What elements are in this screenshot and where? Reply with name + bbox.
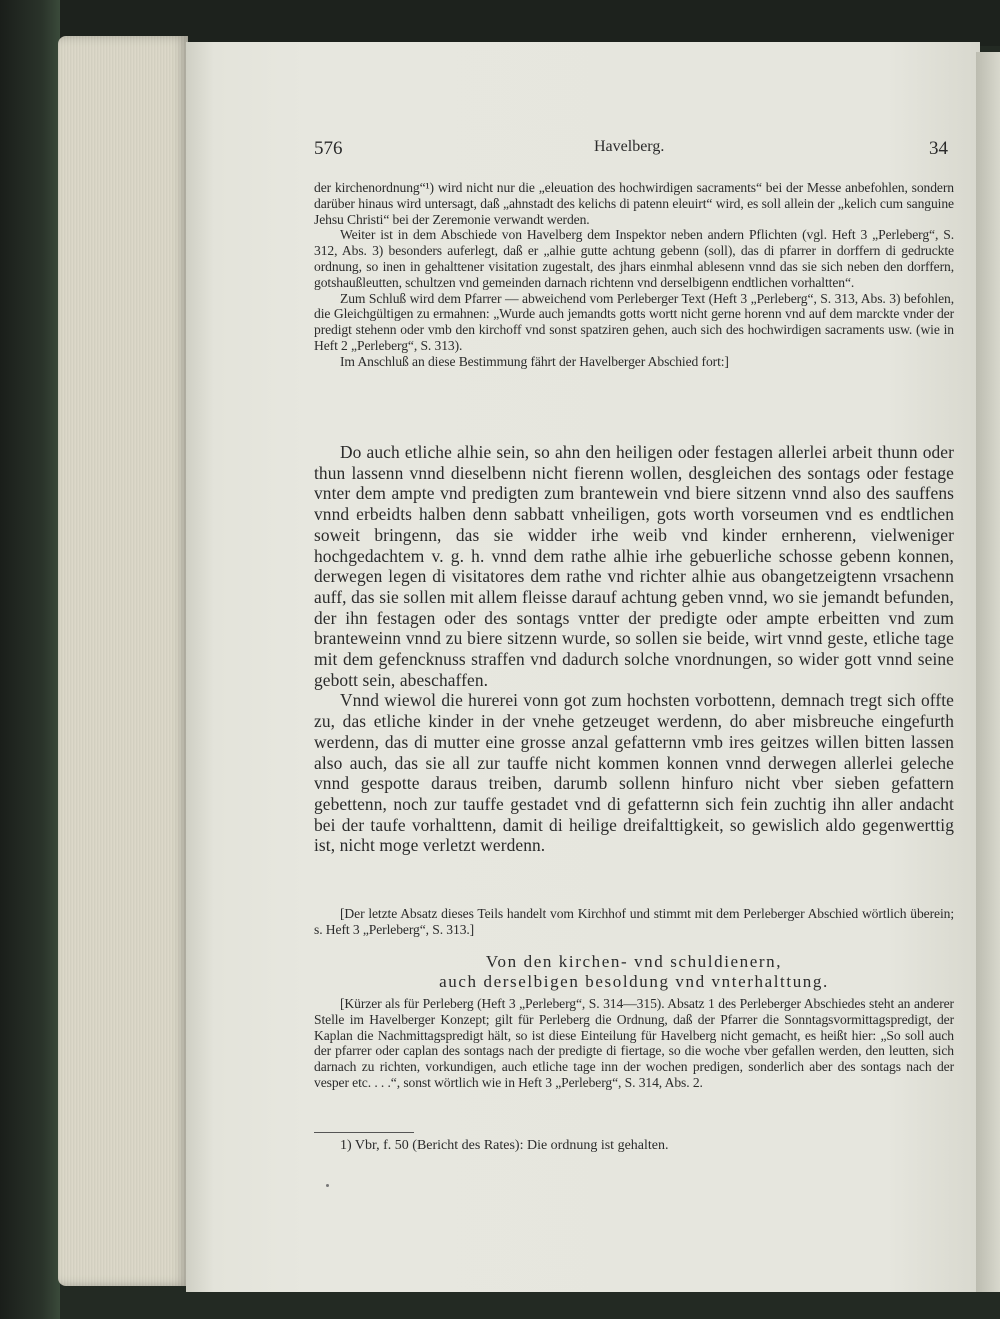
section-heading-line-1: Von den kirchen- vnd schuldienern, [485, 952, 783, 971]
section-heading-line-2: auch derselbigen besoldung vnd vnterhalttung. [439, 972, 829, 991]
intro-commentary [314, 180, 954, 370]
main-paragraph-1: Do auch etliche alhie sein, so ahn den heiligen oder festagen allerlei arbeit thunn oder thun lassenn vnnd dieselbenn nicht fierenn wollen, desgleichen des sontags oder festage vnter dem ampte vnd predigten zum brantewein vnd biere sitzenn vnnd also des sauffens vnnd erbeidts halben denn sabbatt vnheiligen, gots worth vorseumen vnd es endtlichen soweit bringenn, das sie widder irhe weib vnd kinder ernherenn, vielweniger hochgedachtem v. g. h. vnnd dem rathe alhie irhe gebuerliche schosse gebenn konnen, derwegen legen di visitatores dem rathe vnd richter alhie aus obangetzeigtenn vrsachenn auff, das sie sollen mit allem fleisse darauf achtung geben vnnd, wo sie jemandt befunden, der ihn festagen oder des sontags vntter der predigte oder ampte erbeitten vnd zum branteweinn vnnd zu biere sitzenn wurde, so sollen sie beide, wirt vnnd geste, etliche tage mit dem gefencknuss straffen vnd dadurch solche vnordnungen, so wider gott vnnd seine gebott sein, abeschaffen. [314, 442, 954, 690]
section-heading [314, 952, 954, 992]
main-text [314, 442, 954, 856]
book-cover-spine [0, 0, 60, 1319]
intro-paragraph-1: der kirchenordnung“¹) wird nicht nur die „eleuation des hochwirdigen sacraments“ bei der Messe anbefohlen, sondern darüber hinaus wird untersagt, daß „ahnstadt des kelichs di patenn eleuirt“ wird, es soll allein der „kelich cum sanguine Jehsu Christi“ bei der Zeremonie verwandt werden. [314, 180, 954, 227]
intro-paragraph-2: Weiter ist in dem Abschiede von Havelberg dem Inspektor neben andern Pflichten (vgl. Heft 3 „Perleberg“, S. 312, Abs. 3) besonders auferlegt, daß er „alhie gutte achtung gebenn (soll), das di pfarrer in dorffern di gedruckte ordnung, so inen in gehalttener visitation zugestalt, des jhars einmhal ablesenn vnnd das sie sich neben den dorffern, gotshaußleutten, schultzen vnd gemeinden darnach richtenn vnd derselbigenn endtlichen vorhaltten“. [314, 227, 954, 290]
sheet-number: 34 [929, 138, 948, 159]
editorial-note-2: [Kürzer als für Perleberg (Heft 3 „Perleberg“, S. 314—315). Absatz 1 des Perleberger Abschiedes steht an anderer Stelle im Havelberger Konzept; gilt für Perleberg die Ordnung, daß der Pfarrer die Sonntagsvormittagspredigt, der Kaplan die Nachmittagspredigt hält, so ist diese Einteilung für Havelberg nicht gemacht, es heißt hier: „So soll auch der pfarrer oder caplan des sontags nach der predigte di fiertage, so die woche vber gefallen werden, den leutten, sich darnach zu richten, vorkundigen, auch etliche tage inn der wochen predigen, sonderlich aber des sontags nach der vesper etc. . . .“, sonst wörtlich wie in Heft 3 „Perleberg“, S. 314, Abs. 2. [314, 996, 954, 1090]
intro-paragraph-3: Zum Schluß wird dem Pfarrer — abweichend vom Perleberger Text (Heft 3 „Perleberg“, S. 313, Abs. 3) befohlen, die Gleichgültigen zu ermahnen: „Wurde auch jemandts gotts wortt nicht gerne horenn vnd auf dem marckte vnder der predigt stehenn oder vmb den kirchoff vnd sonst spatziren gehen, auch sich des hochwirdigen sacraments usw. (wie in Heft 2 „Perleberg“, S. 313). [314, 290, 954, 353]
page-header [314, 134, 948, 164]
running-title: Havelberg. [594, 138, 665, 155]
main-paragraph-2: Vnnd wiewol die hurerei vonn got zum hochsten vorbottenn, demnach tregt sich offte zu, das etliche kinder in der vnehe getzeuget werdenn, do aber misbreuche eingefurth werdenn, das di mutter eine grosse anzal gefatternn vmb ires geitzes willen bitten lassen also auch, das sie all zur tauffe nicht kommen konnen vnnd derwegen allerlei geleche vnnd gespotte daraus treiben, darumb sollenn hinfuro nicht vber sieben gefattern gebettenn, noch zur tauffe gestadet vnd di gefatternn sich fein zuchtig ihn aller andacht bei der taufe vorhalttenn, damit di heilige dreifalttigkeit, so gewislich aldo gegenwerttig ist, nicht moge verletzt werdenn. [314, 690, 954, 856]
intro-paragraph-4: Im Anschluß an diese Bestimmung fährt der Havelberger Abschied fort:] [340, 353, 729, 369]
footnote-rule [314, 1132, 414, 1133]
page-edges [58, 36, 188, 1286]
editorial-note-1: [Der letzte Absatz dieses Teils handelt vom Kirchhof und stimmt mit dem Perleberger Abschied wörtlich überein; s. Heft 3 „Perleberg“, S. 313.] [314, 906, 954, 937]
paper-speck [326, 1184, 329, 1187]
facing-page-edge [976, 52, 1000, 1292]
footnote: 1) Vbr, f. 50 (Bericht des Rates): Die ordnung ist gehalten. [340, 1138, 669, 1153]
page-number: 576 [314, 138, 343, 159]
